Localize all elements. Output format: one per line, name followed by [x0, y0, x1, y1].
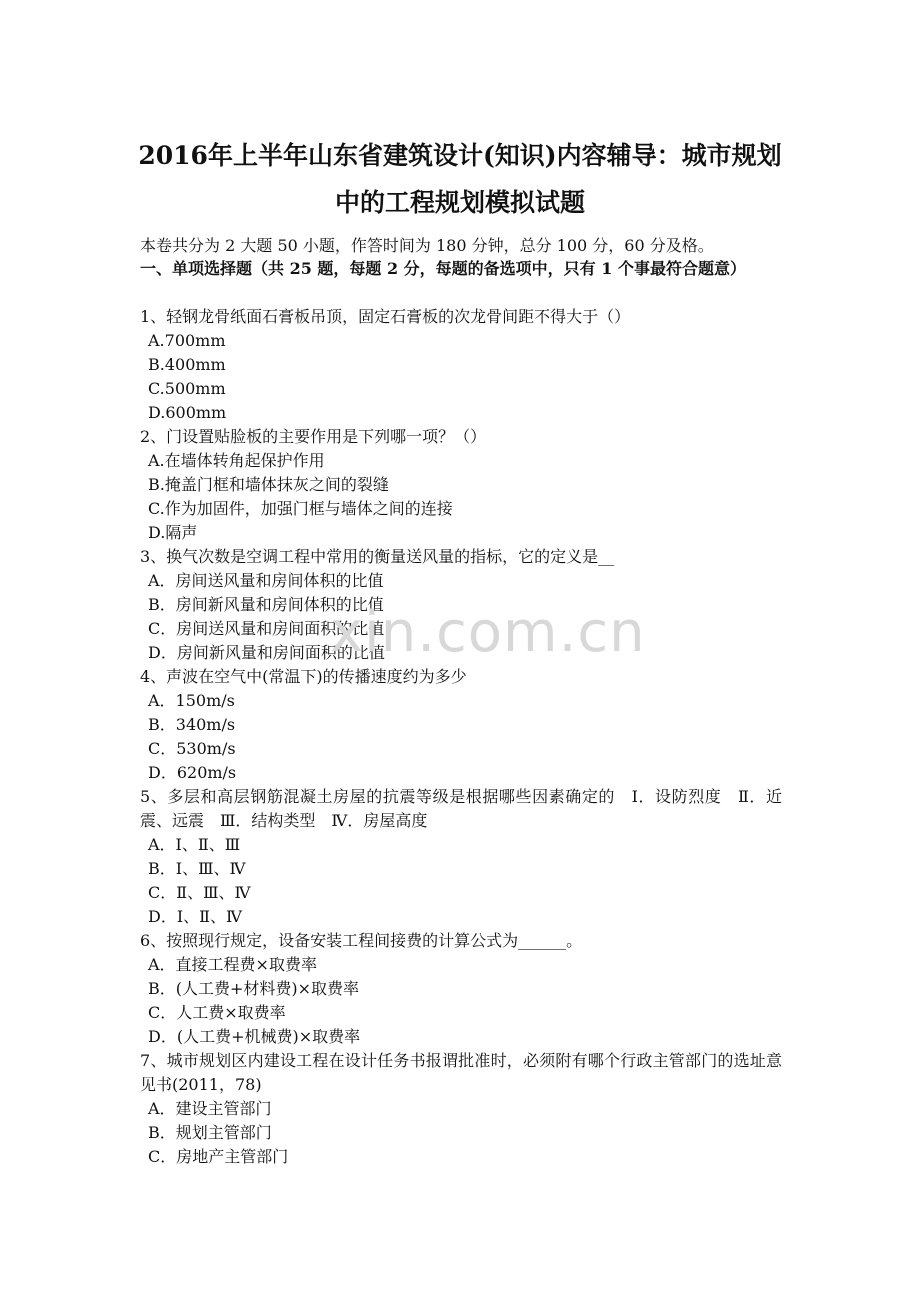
option-c: C．530m/s: [148, 739, 236, 758]
option-a: A.700mm: [148, 331, 226, 350]
option-c: C．房间送风量和房间面积的比值: [148, 619, 385, 638]
option-b: B.400mm: [148, 355, 226, 374]
document-title-line-1: 2016年上半年山东省建筑设计(知识)内容辅导：城市规划: [138, 141, 782, 170]
question-stem: 7、城市规划区内建设工程在设计任务书报谓批准时，必须附有哪个行政主管部门的选址意见书(2011，78): [140, 1051, 782, 1094]
option-a: A．建设主管部门: [148, 1099, 272, 1118]
option-d: D．房间新风量和房间面积的比值: [148, 643, 385, 662]
question-3: [140, 545, 782, 665]
document-title-line-2: 中的工程规划模拟试题: [334, 188, 585, 217]
question-stem: 6、按照现行规定，设备安装工程间接费的计算公式为______。: [140, 931, 583, 950]
option-d: D．620m/s: [148, 763, 237, 782]
question-2: [140, 425, 782, 545]
option-b: B．Ⅰ、Ⅲ、Ⅳ: [148, 859, 246, 878]
question-stem: 4、声波在空气中(常温下)的传播速度约为多少: [140, 667, 467, 686]
question-5: [140, 785, 782, 929]
question-list: [140, 305, 782, 1169]
option-c: C．Ⅱ、Ⅲ、Ⅳ: [148, 883, 251, 902]
option-a: A．Ⅰ、Ⅱ、Ⅲ: [148, 835, 241, 854]
question-4: [140, 665, 782, 785]
option-d: D．(人工费+机械费)×取费率: [148, 1027, 361, 1046]
option-b: B．(人工费+材料费)×取费率: [148, 979, 360, 998]
option-a: A．150m/s: [148, 691, 235, 710]
option-d: D.隔声: [148, 523, 198, 542]
option-d: D．Ⅰ、Ⅱ、Ⅳ: [148, 907, 243, 926]
option-a: A.在墙体转角起保护作用: [148, 451, 325, 470]
option-d: D.600mm: [148, 403, 227, 422]
option-c: C.500mm: [148, 379, 226, 398]
option-b: B．房间新风量和房间体积的比值: [148, 595, 384, 614]
question-stem: 3、换气次数是空调工程中常用的衡量送风量的指标，它的定义是__: [140, 547, 615, 566]
question-stem: 1、轻钢龙骨纸面石膏板吊顶，固定石膏板的次龙骨间距不得大于（）: [140, 307, 631, 326]
option-b: B．340m/s: [148, 715, 236, 734]
option-a: A．直接工程费×取费率: [148, 955, 317, 974]
watermark-text: xin.com.cn: [330, 600, 646, 665]
section-heading: 一、单项选择题（共 25 题，每题 2 分，每题的备选项中，只有 1 个事最符合题意）: [140, 259, 746, 278]
option-c: C．房地产主管部门: [148, 1147, 289, 1166]
option-c: C．人工费×取费率: [148, 1003, 286, 1022]
question-7: [140, 1049, 782, 1169]
option-c: C.作为加固件，加强门框与墙体之间的连接: [148, 499, 453, 518]
option-b: B.掩盖门框和墙体抹灰之间的裂缝: [148, 475, 389, 494]
exam-summary: 本卷共分为 2 大题 50 小题，作答时间为 180 分钟，总分 100 分，60 分及格。: [140, 236, 714, 255]
question-stem: 2、门设置贴脸板的主要作用是下列哪一项？（）: [140, 427, 487, 446]
question-stem: 5、多层和高层钢筋混凝土房屋的抗震等级是根据哪些因素确定的 Ⅰ．设防烈度 Ⅱ．近震、远震 Ⅲ．结构类型 Ⅳ．房屋高度: [140, 787, 782, 830]
question-1: [140, 305, 782, 425]
option-b: B．规划主管部门: [148, 1123, 272, 1142]
option-a: A．房间送风量和房间体积的比值: [148, 571, 384, 590]
question-6: [140, 929, 782, 1049]
